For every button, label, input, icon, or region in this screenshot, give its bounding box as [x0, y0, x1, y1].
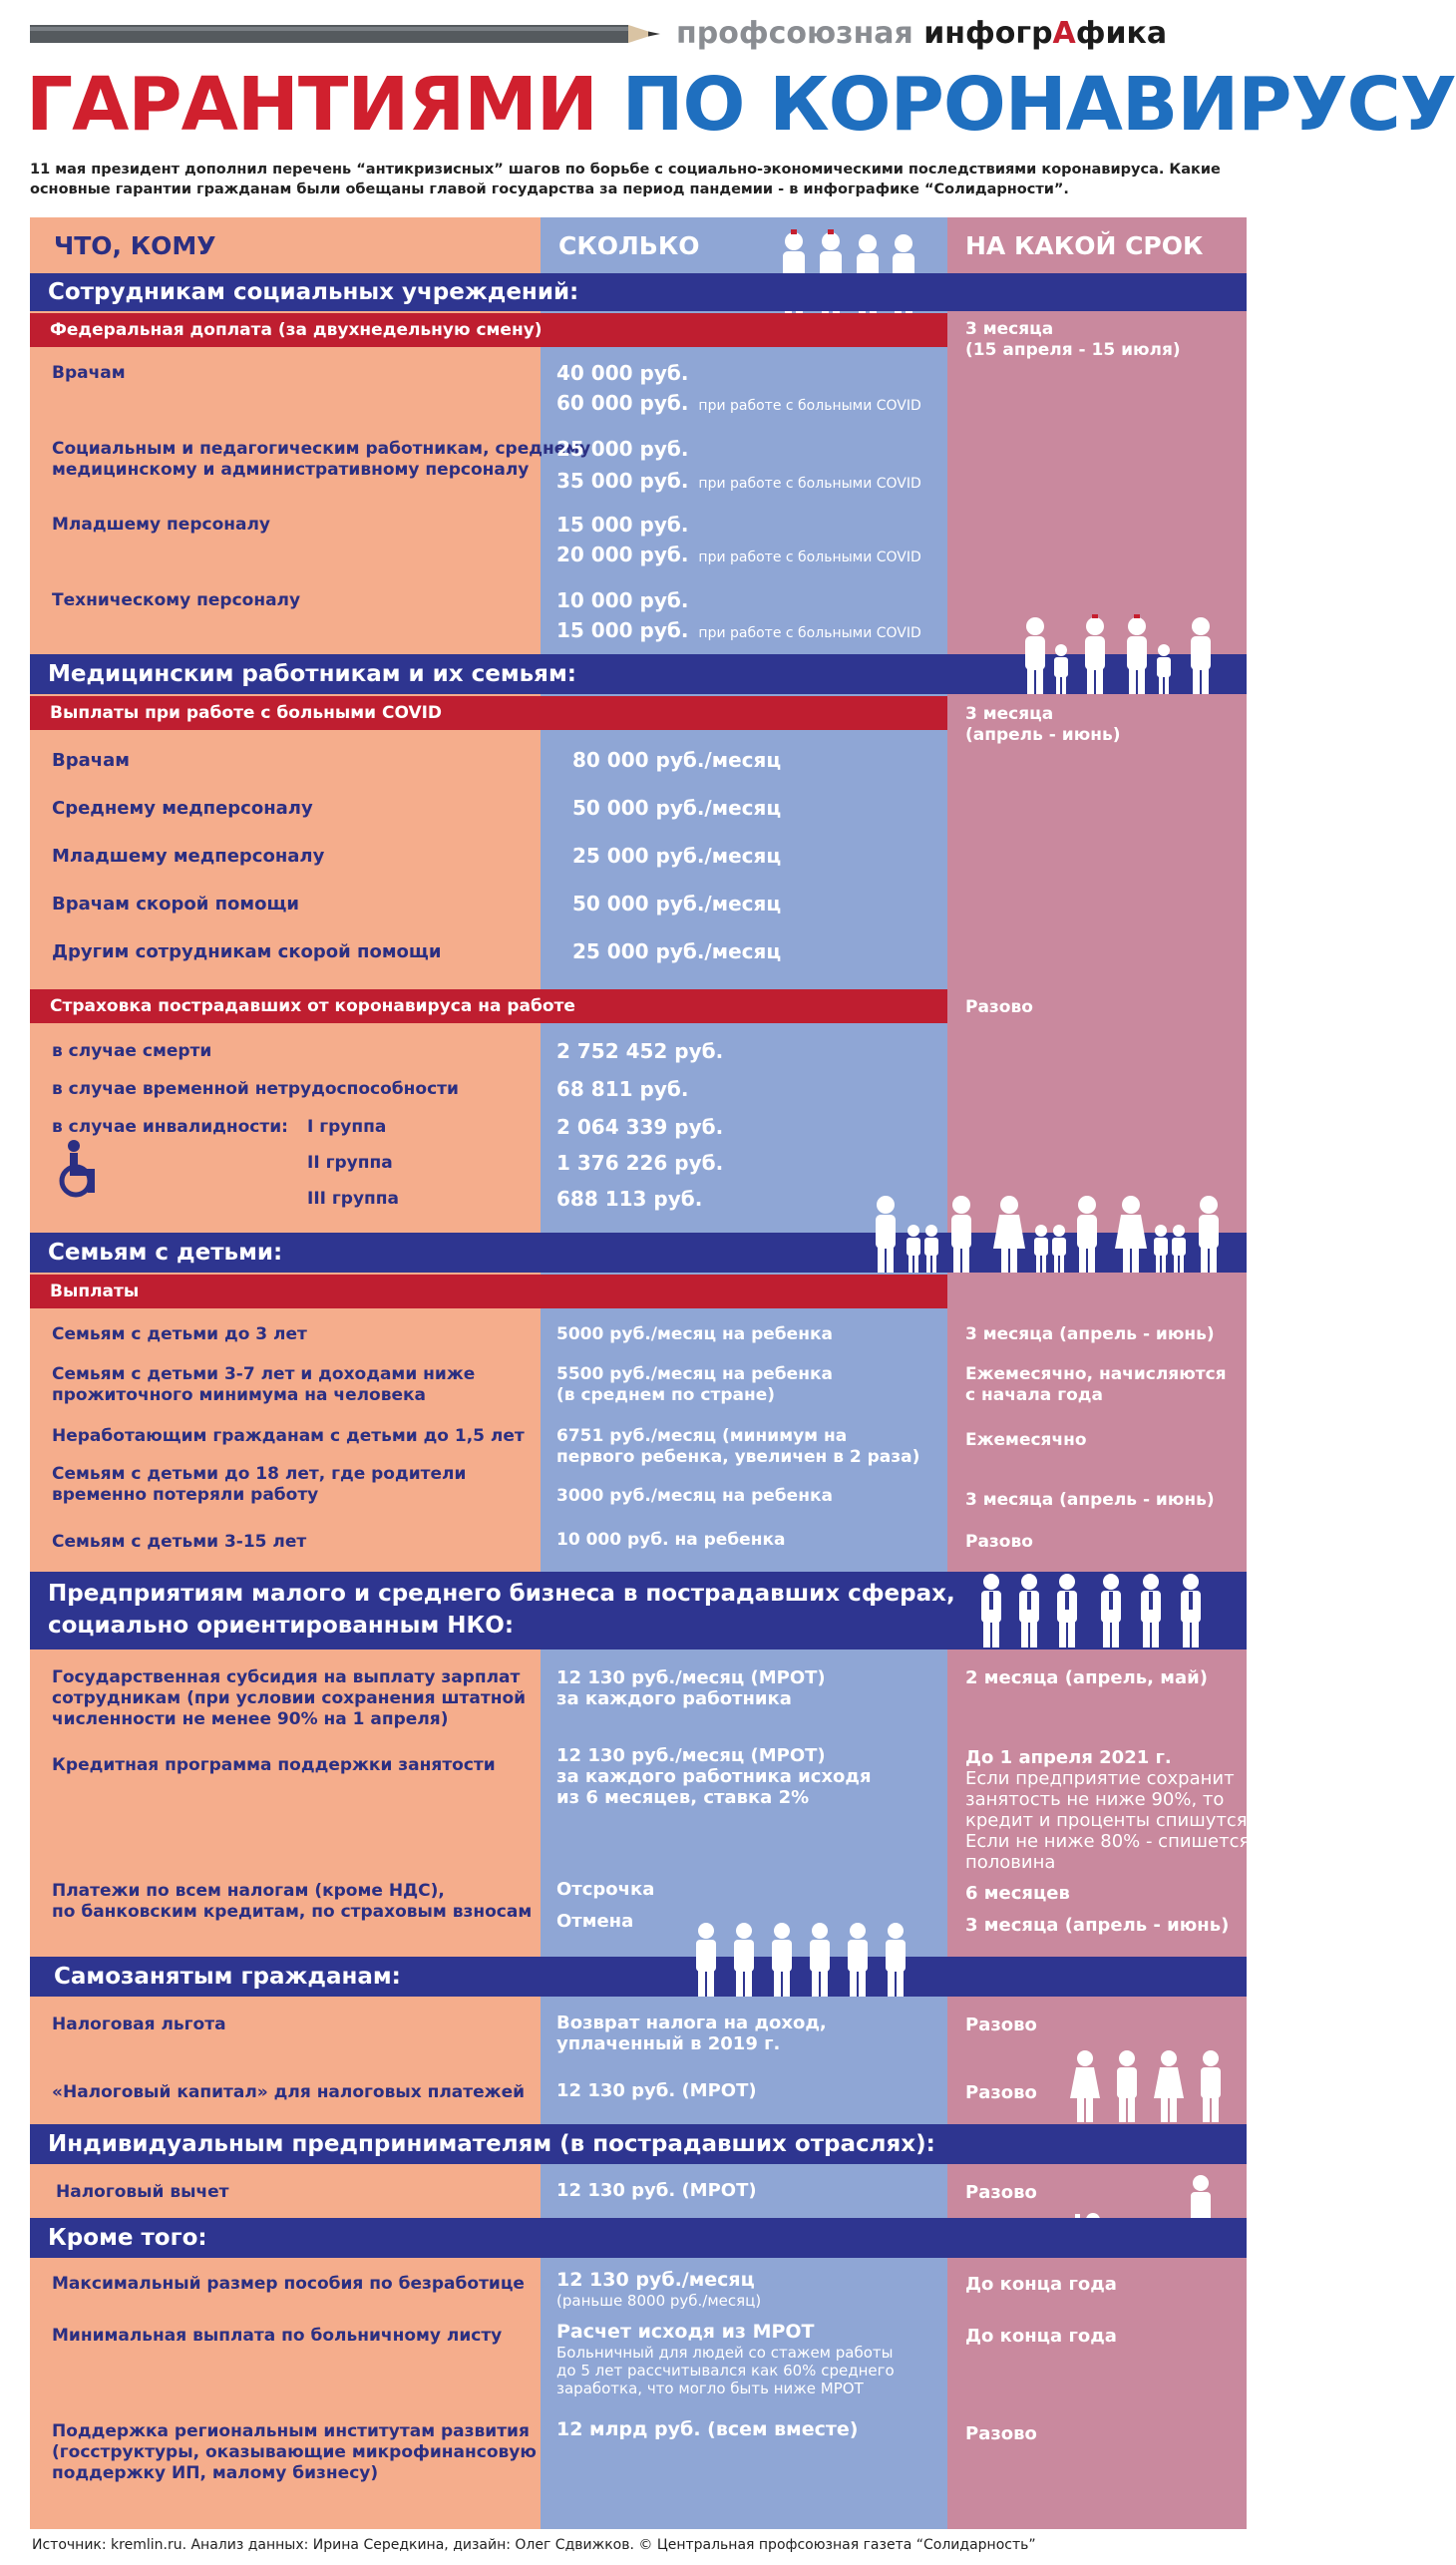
family-row-label: Семьям с детьми до 3 лет	[52, 1324, 307, 1344]
besides-row-term: До конца года	[965, 2274, 1117, 2295]
family-row-term: 3 месяца (апрель - июнь)	[965, 1490, 1215, 1510]
social-row-label: Социальным и педагогическим работникам, среднему медицинскому и административному персоналу	[52, 439, 591, 480]
insurance-value: 2 064 339 руб.	[556, 1115, 724, 1139]
footer-credits: Источник: kremlin.ru. Анализ данных: Ирина Середкина, дизайн: Олег Сдвижков. © Центральная профсоюзная газета “Солидарность”	[32, 2537, 1036, 2553]
intro-text: 11 мая президент дополнил перечень “антикризисных” шагов по борьбе с социально-экономическими последствиями коронавируса. Какие основные гарантии гражданам были обещаны главой государства за период пандемии - в инфографике “Солидарности”.	[30, 162, 1221, 197]
page-title: ГАРАНТИЯМИ ПО КОРОНАВИРУСУ	[26, 62, 1456, 148]
medical-term: 3 месяца (апрель - июнь)	[965, 704, 1121, 745]
insurance-term: Разово	[965, 997, 1033, 1017]
business-row-label: Платежи по всем налогам (кроме НДС), по банковским кредитам, по страховым взносам	[52, 1881, 533, 1922]
family-row-label: Неработающим гражданам с детьми до 1,5 лет	[52, 1426, 525, 1446]
section-besides-title: Кроме того:	[30, 2218, 1247, 2258]
pencil-icon	[30, 22, 668, 48]
section-social-title: Сотрудникам социальных учреждений:	[30, 273, 1247, 311]
social-term: 3 месяца (15 апреля - 15 июля)	[965, 319, 1181, 360]
besides-row-term: До конца года	[965, 2326, 1117, 2347]
business-row-value: 12 130 руб./месяц (МРОТ) за каждого работника исходя из 6 месяцев, ставка 2%	[556, 1745, 872, 1808]
medical-row-value: 50 000 руб./месяц	[572, 892, 782, 916]
column-header-how-much: СКОЛЬКО	[558, 231, 700, 260]
insurance-value: 1 376 226 руб.	[556, 1151, 724, 1175]
selfemployed-row-value: 12 130 руб. (МРОТ)	[556, 2080, 757, 2101]
business-row-term: 6 месяцев	[965, 1883, 1070, 1904]
ip-row-value: 12 130 руб. (МРОТ)	[556, 2180, 757, 2201]
family-medics-icon	[1021, 614, 1227, 694]
medical-row-value: 50 000 руб./месяц	[572, 796, 782, 820]
section-business-title: Предприятиям малого и среднего бизнеса в пострадавших сферах, социально ориентированным НКО:	[30, 1572, 1247, 1649]
family-row-value: 3000 руб./месяц на ребенка	[556, 1486, 833, 1506]
selfemployed-row-value: Возврат налога на доход, уплаченный в 2019 г.	[556, 2013, 827, 2054]
entrepreneurs-icon	[1067, 2048, 1237, 2122]
business-row-value: Отсрочка	[556, 1879, 655, 1900]
section-ip-title: Индивидуальным предпринимателям (в пострадавших отраслях):	[30, 2124, 1247, 2164]
family-row-term: Ежемесячно	[965, 1430, 1087, 1450]
family-row-label: Семьям с детьми 3-7 лет и доходами ниже прожиточного минимума на человека	[52, 1364, 476, 1405]
besides-row-value-note: Больничный для людей со стажем работы до 5 лет рассчитывался как 60% среднего заработка, что могло быть ниже МРОТ	[556, 2344, 895, 2397]
insurance-value: 688 113 руб.	[556, 1187, 703, 1211]
besides-row-value: 12 млрд руб. (всем вместе)	[556, 2418, 859, 2440]
social-row-value: 40 000 руб.	[556, 361, 689, 385]
medical-row-value: 25 000 руб./месяц	[572, 939, 782, 963]
family-row-value: 5500 руб./месяц на ребенка (в среднем по стране)	[556, 1364, 833, 1405]
section-families-bar: Выплаты	[30, 1275, 947, 1308]
selfemployed-row-label: Налоговая льгота	[52, 2015, 226, 2034]
selfemployed-row-label: «Налоговый капитал» для налоговых платежей	[52, 2082, 526, 2102]
besides-row-term: Разово	[965, 2423, 1037, 2444]
family-row-value: 6751 руб./месяц (минимум на первого ребенка, увеличен в 2 раза)	[556, 1426, 920, 1467]
insurance-label: в случае инвалидности:	[52, 1117, 288, 1137]
selfemployed-row-term: Разово	[965, 2082, 1037, 2103]
besides-row-value: Расчет исходя из МРОТ	[556, 2321, 815, 2343]
family-row-value: 10 000 руб. на ребенка	[556, 1530, 786, 1550]
section-families-title: Семьям с детьми:	[30, 1233, 1247, 1273]
business-row-label: Кредитная программа поддержки занятости	[52, 1755, 496, 1775]
family-row-value: 5000 руб./месяц на ребенка	[556, 1324, 833, 1344]
disability-group: III группа	[307, 1189, 399, 1209]
medical-row-label: Другим сотрудникам скорой помощи	[52, 941, 442, 962]
business-row-term: 3 месяца (апрель - июнь)	[965, 1915, 1230, 1936]
section-medical-title: Медицинским работникам и их семьям:	[30, 654, 1247, 694]
social-row-label: Врачам	[52, 363, 126, 383]
business-row-term: 2 месяца (апрель, май)	[965, 1667, 1208, 1688]
business-row-term: До 1 апреля 2021 г. Если предприятие сохранит занятость не ниже 90%, то кредит и проценты спишутся. Если не ниже 80% - спишется половина	[965, 1747, 1254, 1873]
social-row-value: 15 000 руб.	[556, 513, 689, 537]
disability-group: I группа	[307, 1117, 387, 1137]
medical-row-label: Врачам скорой помощи	[52, 894, 300, 915]
wheelchair-icon	[56, 1139, 108, 1201]
families-icon	[866, 1193, 1235, 1273]
section-selfemployed-title: Самозанятым гражданам:	[30, 1957, 1247, 1997]
medical-row-label: Среднему медперсоналу	[52, 798, 313, 819]
selfemployed-row-term: Разово	[965, 2015, 1037, 2035]
insurance-label: в случае временной нетрудоспособности	[52, 1079, 459, 1099]
social-row-value-covid: 60 000 руб. при работе с больными COVID	[556, 391, 921, 415]
insurance-value: 68 811 руб.	[556, 1077, 689, 1101]
insurance-bar: Страховка пострадавших от коронавируса на работе	[30, 989, 947, 1023]
insurance-value: 2 752 452 руб.	[556, 1039, 724, 1063]
business-row-label: Государственная субсидия на выплату зарплат сотрудникам (при условии сохранения штатной численности не менее 90% на 1 апреля)	[52, 1667, 527, 1729]
brand-logo: профсоюзная инфогрАфика	[676, 16, 1168, 51]
medical-row-label: Младшему медперсоналу	[52, 846, 325, 867]
family-row-term: 3 месяца (апрель - июнь)	[965, 1324, 1215, 1344]
social-row-value-covid: 20 000 руб. при работе с больными COVID	[556, 543, 921, 566]
social-row-value: 10 000 руб.	[556, 588, 689, 612]
social-row-value-covid: 35 000 руб. при работе с больными COVID	[556, 469, 921, 493]
family-row-label: Семьям с детьми 3-15 лет	[52, 1532, 307, 1552]
section-medical-bar: Выплаты при работе с больными COVID	[30, 696, 947, 730]
medical-row-value: 25 000 руб./месяц	[572, 844, 782, 868]
besides-row-label: Максимальный размер пособия по безработице	[52, 2274, 525, 2294]
ip-row-term: Разово	[965, 2182, 1037, 2203]
besides-row-label: Минимальная выплата по больничному листу	[52, 2326, 503, 2346]
family-row-term: Разово	[965, 1532, 1033, 1552]
ip-row-label: Налоговый вычет	[56, 2182, 229, 2202]
business-row-value: 12 130 руб./месяц (МРОТ) за каждого работника	[556, 1667, 826, 1709]
medical-row-value: 80 000 руб./месяц	[572, 748, 782, 772]
column-header-what: ЧТО, КОМУ	[54, 231, 216, 260]
business-people-icon	[971, 1572, 1221, 1651]
insurance-label: в случае смерти	[52, 1041, 212, 1061]
social-row-value-covid: 15 000 руб. при работе с больными COVID	[556, 618, 921, 642]
disability-group: II группа	[307, 1153, 393, 1173]
family-row-label: Семьям с детьми до 18 лет, где родители временно потеряли работу	[52, 1464, 467, 1505]
social-row-label: Младшему персоналу	[52, 515, 270, 535]
business-row-value: Отмена	[556, 1911, 634, 1932]
besides-row-value: 12 130 руб./месяц	[556, 2269, 755, 2291]
column-header-term: НА КАКОЙ СРОК	[965, 231, 1204, 260]
family-row-term: Ежемесячно, начисляются с начала года	[965, 1364, 1227, 1405]
workers-icon	[686, 1921, 925, 1997]
medical-row-label: Врачам	[52, 750, 130, 771]
section-social-bar: Федеральная доплата (за двухнедельную смену)	[30, 313, 947, 347]
besides-row-label: Поддержка региональным институтам развития (госструктуры, оказывающие микрофинансовую поддержку ИП, малому бизнесу)	[52, 2421, 537, 2483]
social-row-label: Техническому персоналу	[52, 590, 301, 610]
besides-row-value-note: (раньше 8000 руб./месяц)	[556, 2292, 762, 2310]
social-row-value: 25 000 руб.	[556, 437, 689, 461]
